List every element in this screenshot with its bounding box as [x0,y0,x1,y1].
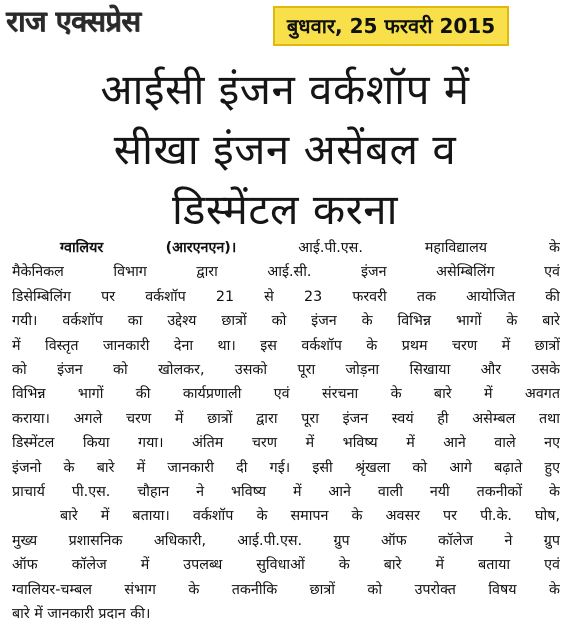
article-dateline: ग्वालियर (आरएनएन)। [60,240,237,256]
newspaper-name: राज एक्सप्रेस [6,4,141,38]
article-line: बारे में जानकारी प्रदान की। [12,606,151,623]
masthead [0,0,572,50]
article-line: ऑफ कॉलेज में उपलब्ध सुविधाओं के बारे में बताया एवं [12,557,560,574]
article-line: मैकेनिकल विभाग द्वारा आई.सी. इंजन असेम्बिलिंग एवं [12,264,560,281]
article-line: विभिन्न भागों की कार्यप्रणाली एवं संरचना के बारे में अवगत [12,386,560,403]
article-line: मुख्य प्रशासनिक अधिकारी, आई.पी.एस. ग्रुप ऑफ कॉलेज ने ग्रुप [12,532,560,549]
article-line: इंजनो के बारे में जानकारी दी गई। इसी श्रृंखला को आगे बढ़ाते हुए [12,459,560,476]
headline-line: डिस्मेंटल करना [172,185,398,234]
article-line: को इंजन को खोलकर, उसको पूरा जोड़ना सिखाया और उसके [12,362,560,379]
article-line-first [12,236,560,260]
article-line: कराया। अगले चरण में छात्रों द्वारा पूरा इंजन स्वयं ही असेम्बल तथा [12,410,560,427]
article-line: बारे में बताया। वर्कशॉप के समापन के अवसर पर पी.के. घोष, [60,508,560,525]
article-line: में विस्तृत जानकारी देना था। इस वर्कशॉप के प्रथम चरण में छात्रों [12,337,560,354]
headline-line: सीखा इंजन असेंबल व [113,125,457,174]
headline-line: आईसी इंजन वर्कशॉप में [100,65,470,114]
article-headline [20,60,550,240]
article-line: आई.पी.एस. महाविद्यालय के [298,240,560,256]
article-line: गयी। वर्कशॉप का उद्देश्य छात्रों को इंजन के विभिन्न भागों के बारे [12,313,560,330]
article-line: डिसेम्बिलिंग पर वर्कशॉप 21 से 23 फरवरी तक आयोजित की [12,288,560,305]
publication-date-badge: बुधवार, 25 फरवरी 2015 [273,6,509,46]
article-line: डिस्मेंटल किया गया। अंतिम चरण में भविष्य में आने वाले नए [12,435,560,452]
article-line: प्राचार्य पी.एस. चौहान ने भविष्य में आने वाली नयी तकनीकों के [12,484,560,501]
article-line: ग्वालियर-चम्बल संभाग के तकनीकि छात्रों को उपरोक्त विषय के [12,581,560,598]
article-body [12,236,560,627]
